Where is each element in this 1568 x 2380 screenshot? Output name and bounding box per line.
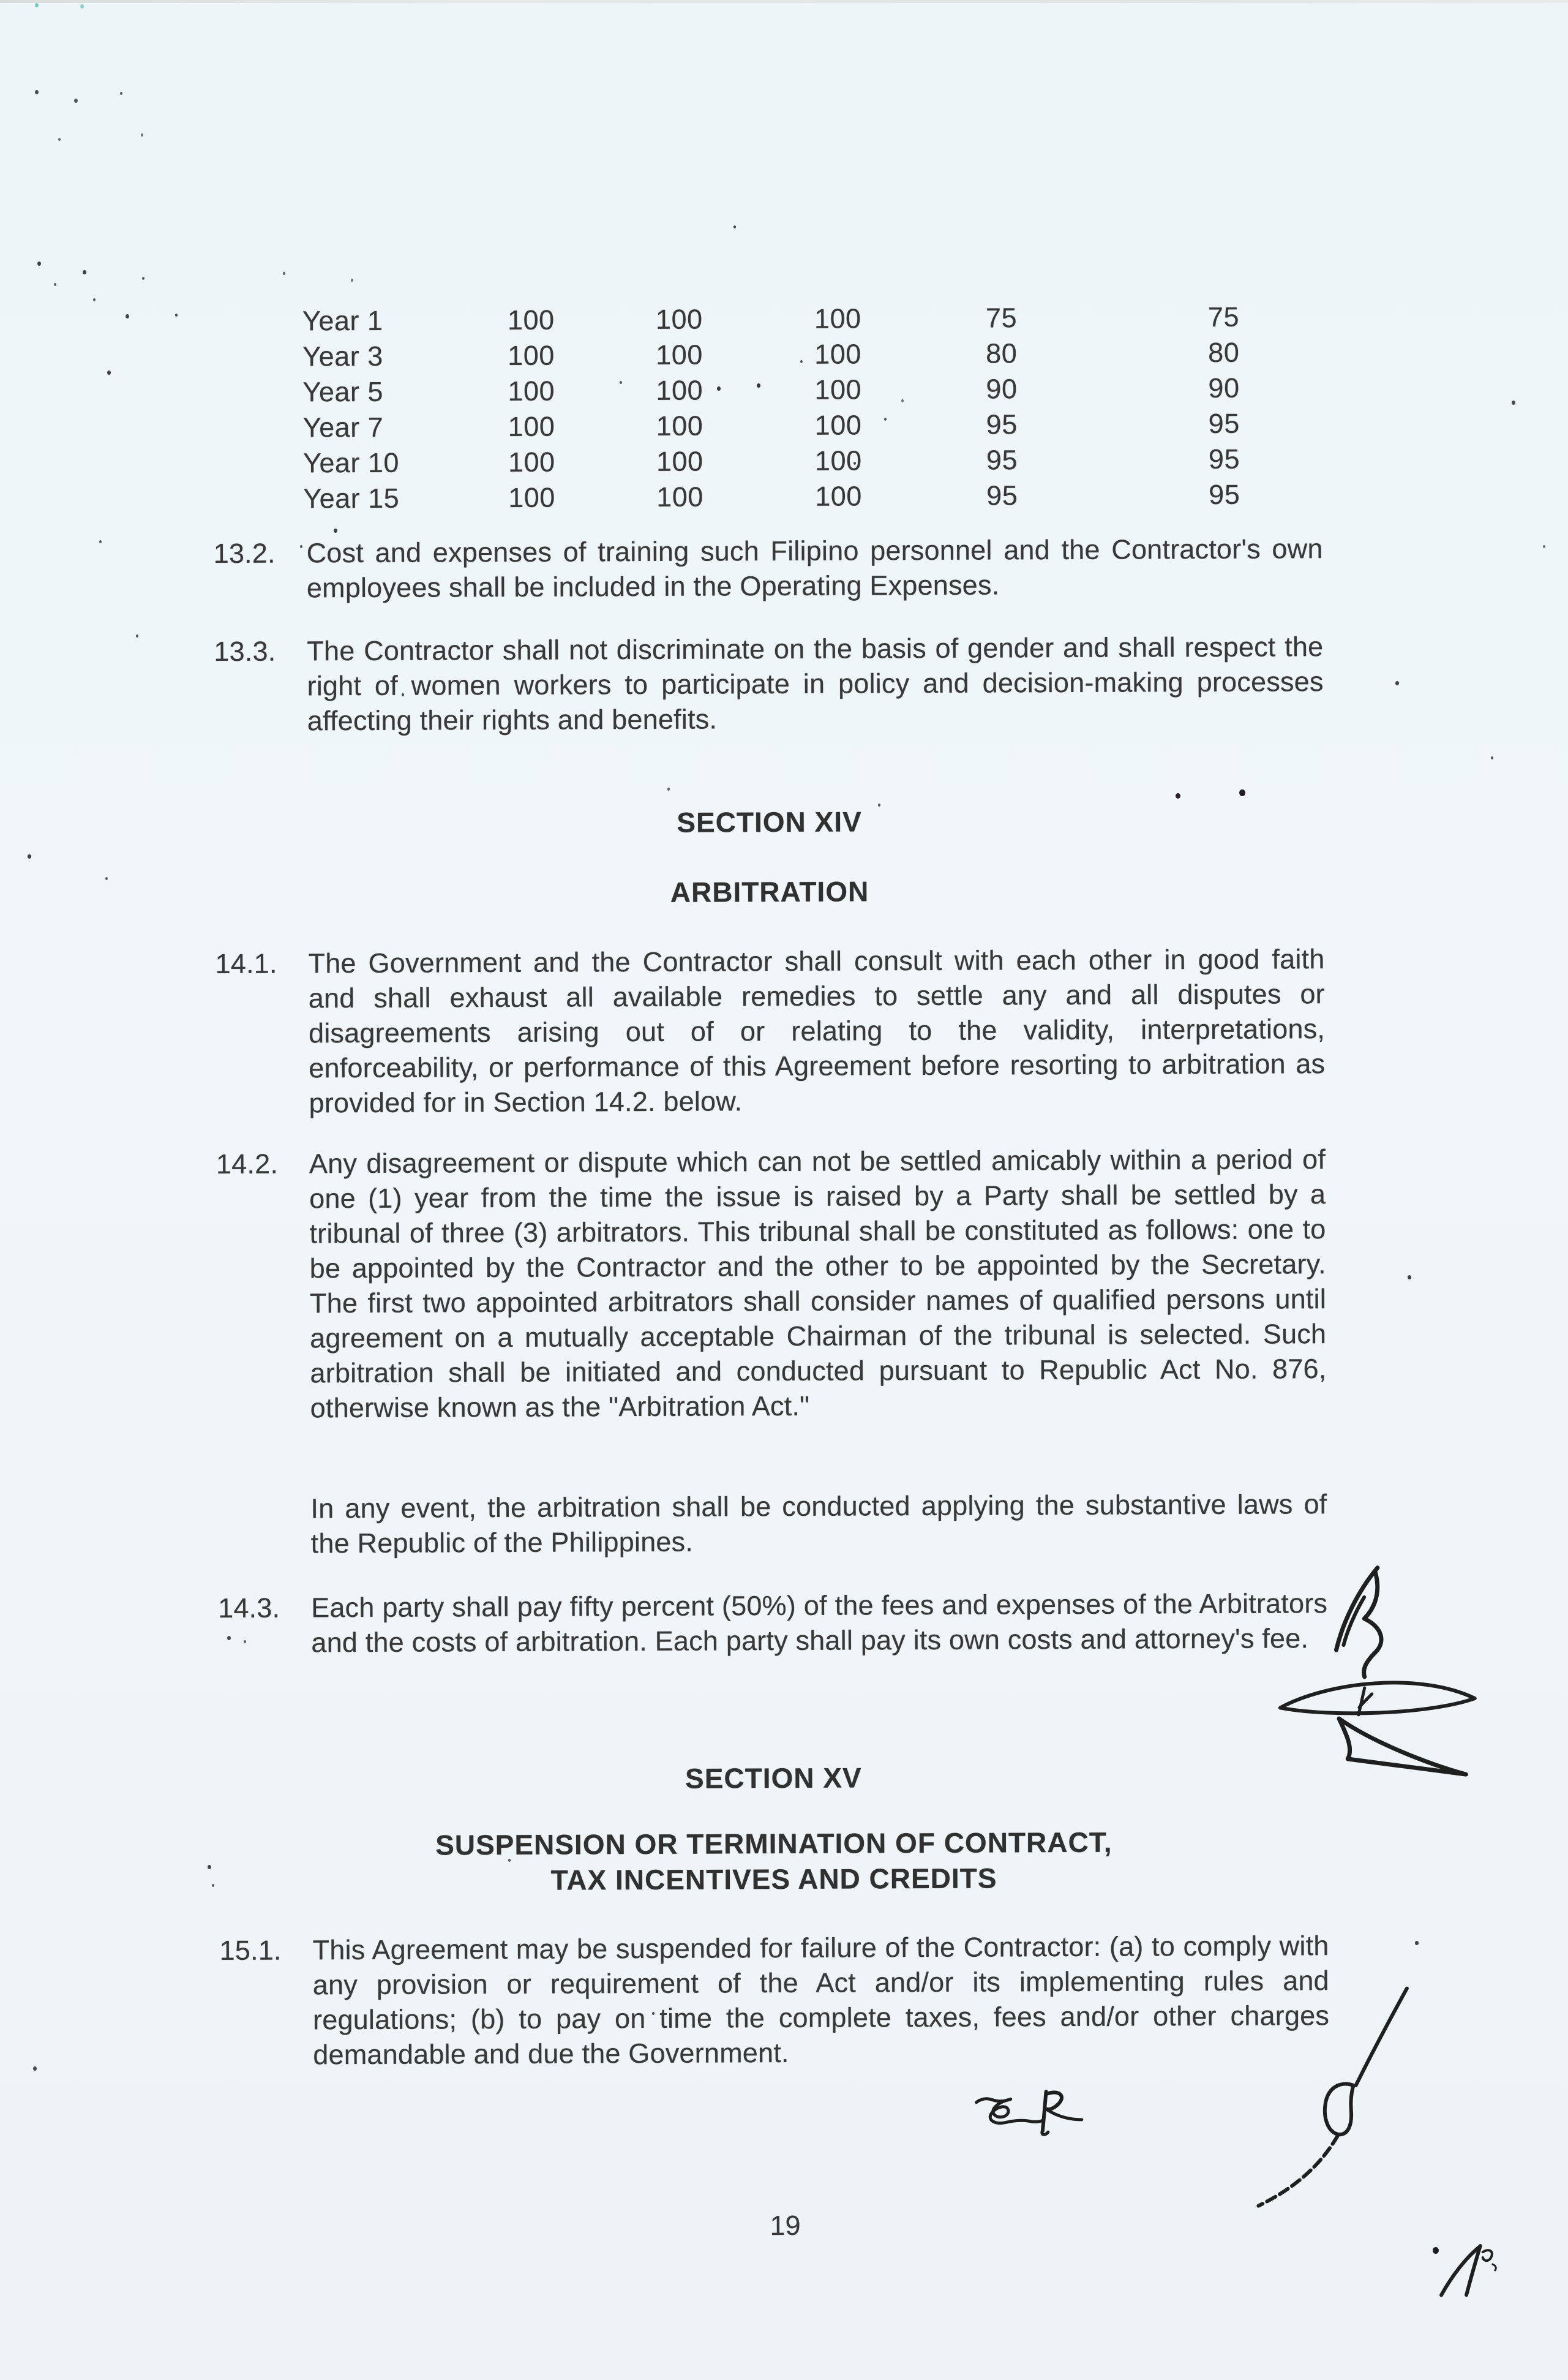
- table-cell: 80: [1208, 336, 1240, 368]
- table-cell: 75: [1207, 301, 1240, 333]
- table-cell: 95: [986, 444, 1018, 476]
- clause-text: Cost and expenses of training such Filipino personnel and the Contractor's own employees shall be included in the Operating Expenses.: [306, 533, 1323, 604]
- clause-number: 14.3.: [218, 1592, 280, 1624]
- table-cell: 95: [986, 409, 1018, 440]
- table-cell: 80: [986, 337, 1018, 369]
- clause-15-1: [219, 1928, 1329, 2073]
- table-cell: 100: [656, 339, 703, 371]
- table-cell: 90: [986, 373, 1018, 405]
- clause-text: Any disagreement or dispute which can not be settled amicably within a period of one (1) year from the time the issue is raised by a Party shall be settled by a tribunal of three (3) arbitrators. This tribunal shall be constituted as follows: one to be appointed by the Contractor and the other to be appointed by the Secretary. The first two appointed arbitrators shall consider names of qualified persons until agreement on a mutually acceptable Chairman of the tribunal is selected. Such arbitration shall be initiated and conducted pursuant to Republic Act No. 876, otherwise known as the "Arbitration Act.": [309, 1143, 1327, 1424]
- section-15-subheading-line2: TAX INCENTIVES AND CREDITS: [550, 1862, 997, 1896]
- table-cell: 100: [814, 374, 862, 405]
- table-cell: 95: [1208, 443, 1240, 475]
- table-cell: 100: [508, 446, 555, 478]
- table-cell: 90: [1208, 372, 1240, 404]
- table-cell: 75: [985, 302, 1018, 334]
- corner-handwritten-mark: [1433, 2237, 1503, 2299]
- table-cell: 100: [656, 374, 703, 406]
- clause-number: 14.2.: [216, 1148, 279, 1180]
- clause-14-1: [215, 941, 1325, 1121]
- table-cell: 100: [656, 481, 703, 513]
- table-cell: 100: [656, 445, 703, 477]
- table-cell: 100: [508, 339, 555, 371]
- section-14-heading: SECTION XIV: [677, 805, 862, 838]
- clause-13-2: [214, 531, 1323, 606]
- section-14-subheading: ARBITRATION: [670, 875, 869, 908]
- clause-13-3: [214, 629, 1324, 739]
- table-cell: 100: [814, 445, 862, 476]
- bottom-right-signature: [1245, 1984, 1418, 2217]
- table-row-label: Year 10: [302, 446, 400, 479]
- table-cell: 100: [814, 409, 862, 441]
- section-15-heading: SECTION XV: [685, 1761, 862, 1794]
- clause-number: 14.1.: [215, 947, 277, 980]
- table-cell: 95: [1209, 478, 1240, 510]
- table-row-label: Year 7: [302, 411, 384, 443]
- table-row-label: Year 1: [302, 304, 383, 337]
- margin-signature-initials: [1272, 1554, 1531, 1800]
- scan-speckles: [0, 0, 2, 3]
- page-number: 19: [770, 2209, 801, 2242]
- table-cell: 100: [508, 481, 555, 513]
- percentage-by-year-table: [302, 299, 1283, 516]
- clause-text: The Contractor shall not discriminate on the basis of gender and shall respect the right of women workers to participate in policy and decision-making processes affecting their rights and benefits.: [307, 631, 1324, 737]
- table-row-label: Year 5: [302, 375, 384, 408]
- clause-text: The Government and the Contractor shall consult with each other in good faith and shall exhaust all available remedies to settle any and all disputes or disagreements arising out of or relating to the validity, interpretations, enforceability, or performance of this Agreement before resorting to arbitration as provided for in Section 14.2. below.: [308, 943, 1326, 1119]
- table-row-label: Year 15: [303, 482, 400, 514]
- clause-text: Each party shall pay fifty percent (50%) of the fees and expenses of the Arbitrators and the costs of arbitration. Each party shall pay its own costs and attorney's fee.: [311, 1587, 1328, 1659]
- table-cell: 100: [508, 410, 555, 442]
- clause-14-2: [216, 1142, 1327, 1426]
- bottom-center-signature: [970, 2085, 1087, 2138]
- clause-14-2-subparagraph: In any event, the arbitration shall be conducted applying the substantive laws of the Republic of the Philippines.: [310, 1488, 1327, 1559]
- table-cell: 95: [986, 480, 1018, 511]
- clause-number: 15.1.: [219, 1934, 282, 1967]
- section-15-subheading-line1: SUSPENSION OR TERMINATION OF CONTRACT,: [435, 1826, 1112, 1861]
- table-cell: 100: [815, 480, 862, 512]
- section-15-subheading: [219, 1823, 1329, 1899]
- table-cell: 100: [655, 303, 703, 335]
- table-cell: 95: [1208, 407, 1240, 439]
- table-cell: 100: [507, 304, 555, 336]
- table-cell: 100: [508, 375, 555, 407]
- clause-14-3: [218, 1586, 1327, 1660]
- table-cell: 100: [814, 303, 861, 334]
- table-row-label: Year 3: [302, 340, 383, 372]
- clause-number: 13.2.: [213, 537, 276, 570]
- clause-number: 13.3.: [214, 635, 276, 668]
- clause-text: This Agreement may be suspended for failure of the Contractor: (a) to comply with any provision or requirement of the Act and/or its implementing rules and regulations; (b) to pay on time the complete taxes, fees and/or other charges demandable and due the Government.: [312, 1930, 1330, 2071]
- table-cell: 100: [656, 410, 703, 442]
- table-cell: 100: [814, 338, 861, 370]
